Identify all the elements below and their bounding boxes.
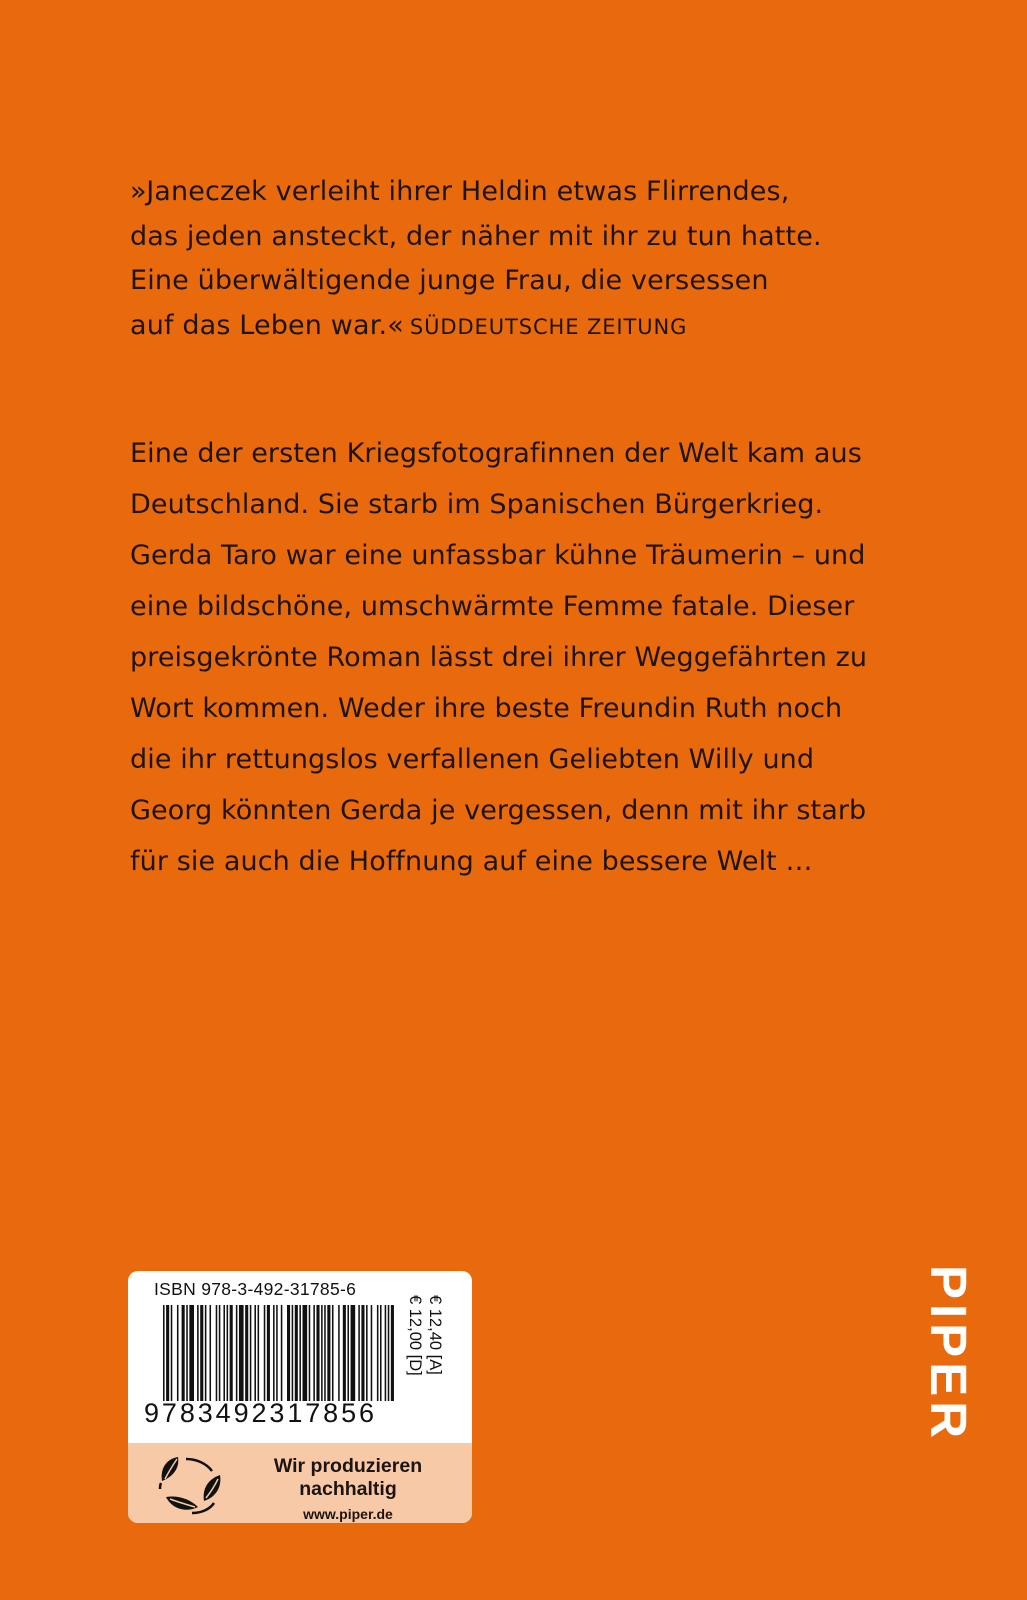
review-quote bbox=[130, 170, 930, 349]
sustainability-text bbox=[248, 1455, 448, 1523]
barcode-label bbox=[128, 1271, 472, 1523]
isbn-text: ISBN 978-3-492-31785-6 bbox=[154, 1279, 357, 1299]
eco-line-1: Wir produzieren bbox=[273, 1455, 423, 1477]
price-austria: € 12,40 [A] bbox=[426, 1295, 444, 1375]
publisher-website: www.piper.de bbox=[303, 1506, 393, 1522]
blurb-line-1: Eine der ersten Kriegsfotografinnen der Welt kam aus bbox=[130, 438, 862, 469]
quote-line-1: »Janeczek verleiht ihrer Heldin etwas Flirrendes, bbox=[130, 176, 790, 207]
price-block bbox=[404, 1295, 444, 1437]
barcode-digits: 9783492317856 bbox=[144, 1398, 377, 1428]
recycle-leaves-icon bbox=[156, 1453, 228, 1515]
blurb-line-2: Deutschland. Sie starb im Spanischen Bürgerkrieg. bbox=[130, 489, 824, 520]
blurb-line-4: eine bildschöne, umschwärmte Femme fatale. Dieser bbox=[130, 591, 855, 622]
quote-line-3: Eine überwältigende junge Frau, die versessen bbox=[130, 265, 769, 296]
blurb-line-5: preisgekrönte Roman lässt drei ihrer Weggefährten zu bbox=[130, 642, 868, 673]
blurb-line-7: die ihr rettungslos verfallenen Geliebten Willy und bbox=[130, 744, 815, 775]
quote-line-4 bbox=[130, 304, 930, 350]
quote-line-2: das jeden ansteckt, der näher mit ihr zu tun hatte. bbox=[130, 220, 822, 252]
blurb-line-8: Georg könnten Gerda je vergessen, denn mit ihr starb bbox=[130, 795, 867, 826]
blurb-line-6: Wort kommen. Weder ihre beste Freundin Ruth noch bbox=[130, 693, 843, 724]
eco-line-2: nachhaltig bbox=[299, 1478, 397, 1500]
book-blurb bbox=[130, 428, 950, 887]
quote-source: SÜDDEUTSCHE ZEITUNG bbox=[409, 314, 688, 339]
barcode bbox=[161, 1305, 397, 1401]
blurb-line-3: Gerda Taro war eine unfassbar kühne Träumerin – und bbox=[130, 540, 866, 571]
quote-line-4-text: auf das Leben war.« bbox=[130, 309, 404, 341]
sustainability-badge bbox=[128, 1443, 472, 1523]
publisher-logo: PIPER bbox=[920, 1265, 977, 1444]
blurb-line-9: für sie auch die Hoffnung auf eine bessere Welt … bbox=[130, 846, 813, 877]
price-germany: € 12,00 [D] bbox=[406, 1295, 424, 1376]
